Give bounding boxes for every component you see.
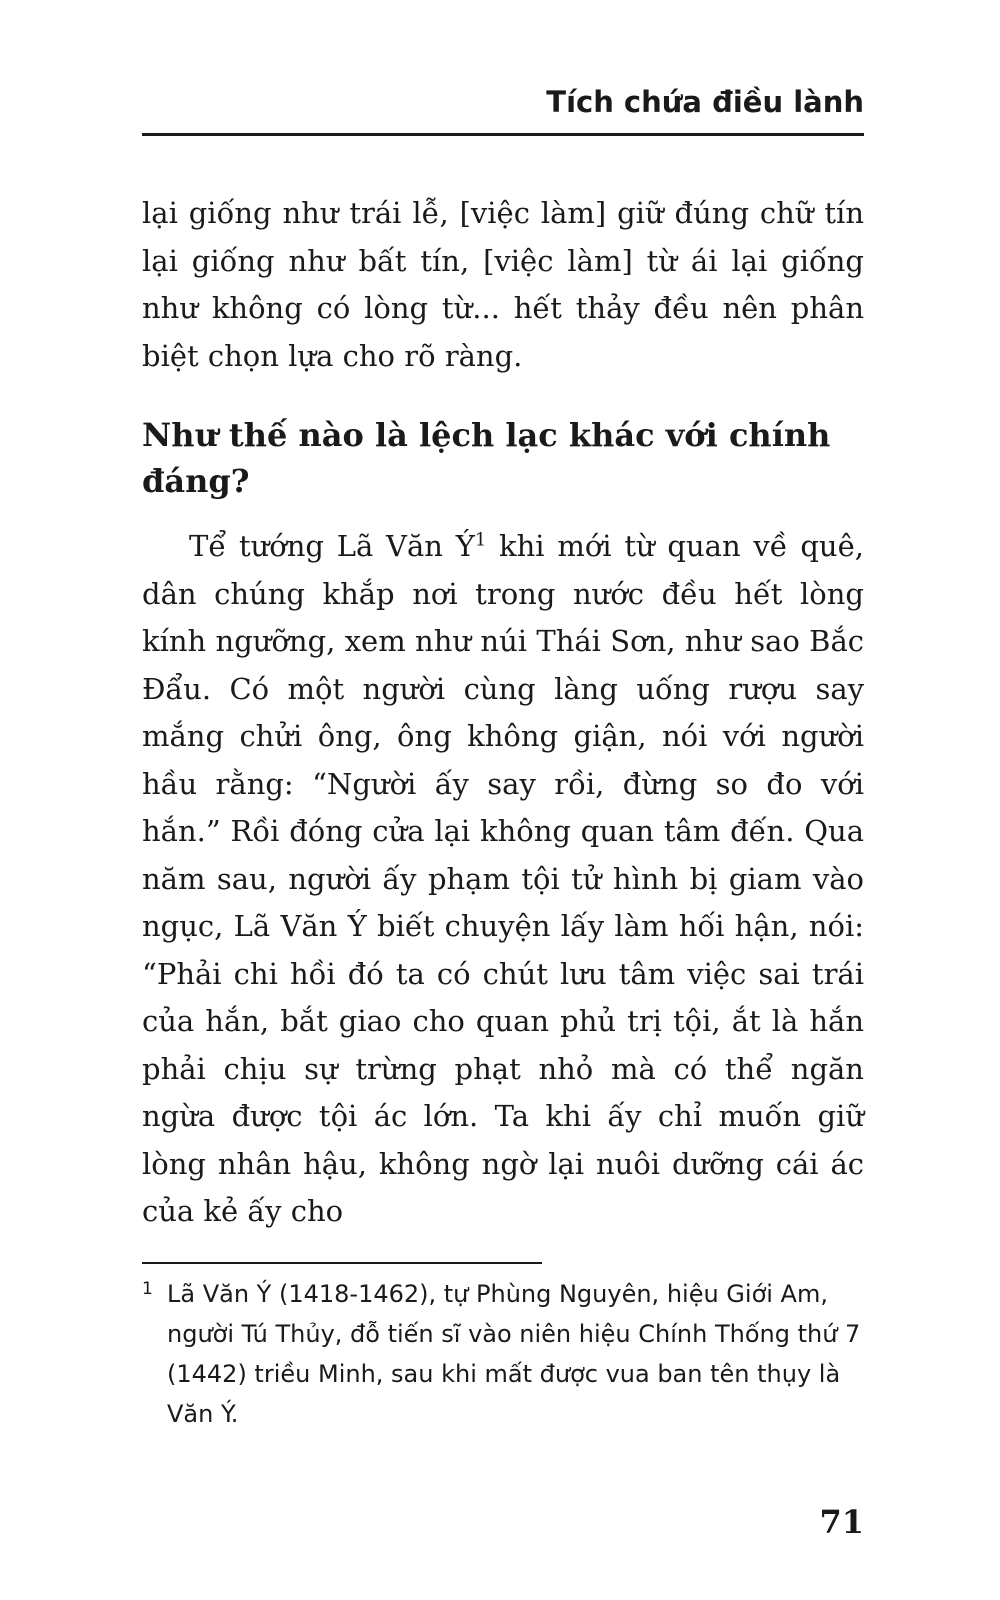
body-paragraph-1: lại giống như trái lễ, [việc làm] giữ đúng chữ tín lại giống như bất tín, [việc làm] từ ái lại giống như không có lòng từ... hết thảy đều nên phân biệt chọn lựa cho rõ ràng. (142, 196, 864, 373)
header-divider (142, 133, 864, 136)
footnote (142, 1274, 864, 1434)
running-header-title: Tích chứa điều lành (546, 85, 864, 119)
footnote-number: 1 (142, 1279, 153, 1299)
page-number: 71 (819, 1503, 864, 1541)
footnote-divider (142, 1262, 542, 1264)
footnote-text: Lã Văn Ý (1418-1462), tự Phùng Nguyên, hiệu Giới Am, người Tú Thủy, đỗ tiến sĩ vào niên hiệu Chính Thống thứ 7 (1442) triều Minh, sau khi mất được vua ban tên thụy là Văn Ý. (167, 1280, 861, 1428)
body-paragraph-2 (142, 523, 864, 1236)
footnote-reference: 1 (474, 529, 487, 551)
paragraph-2-rest: khi mới từ quan về quê, dân chúng khắp nơi trong nước đều hết lòng kính ngưỡng, xem như núi Thái Sơn, như sao Bắc Đẩu. Có một người cùng làng uống rượu say mắng chửi ông, ông không giận, nói với người hầu rằng: “Người ấy say rồi, đừng so đo với hắn.” Rồi đóng cửa lại không quan tâm đến. Qua năm sau, người ấy phạm tội tử hình bị giam vào ngục, Lã Văn Ý biết chuyện lấy làm hối hận, nói: “Phải chi hồi đó ta có chút lưu tâm việc sai trái của hắn, bắt giao cho quan phủ trị tội, ắt là hắn phải chịu sự trừng phạt nhỏ mà có thể ngăn ngừa được tội ác lớn. Ta khi ấy chỉ muốn giữ lòng nhân hậu, không ngờ lại nuôi dưỡng cái ác của kẻ ấy cho (142, 529, 864, 1228)
paragraph-2-start: Tể tướng Lã Văn Ý (189, 529, 475, 563)
section-heading: Như thế nào là lệch lạc khác với chính đáng? (142, 416, 831, 500)
